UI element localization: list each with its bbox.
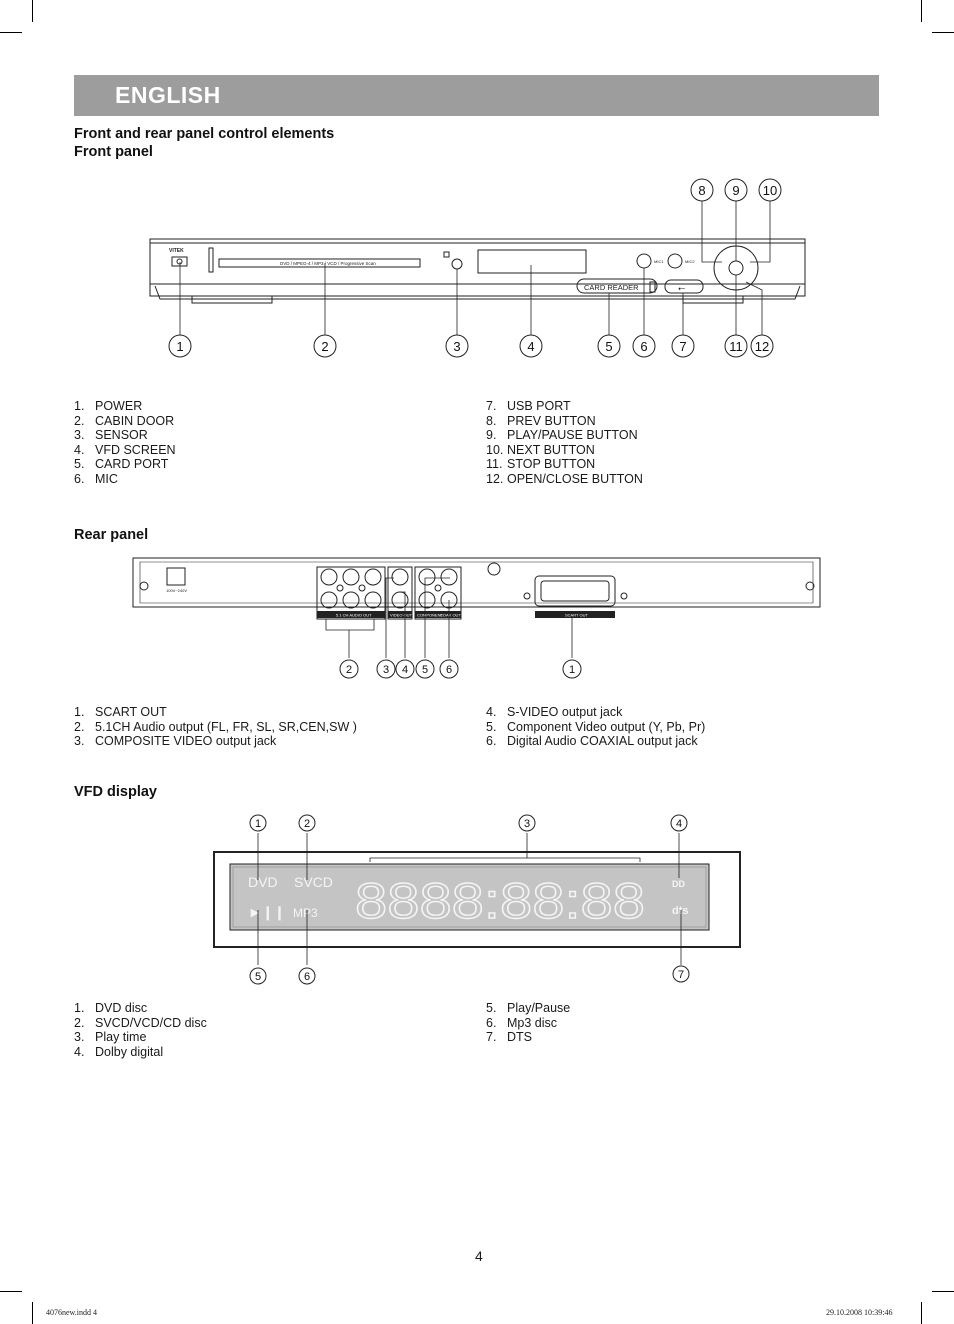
- scart-out-label: SCART OUT: [565, 612, 588, 618]
- list-item: 6. Mp3 disc: [486, 1015, 558, 1030]
- list-item: 8. PREV BUTTON: [486, 413, 596, 428]
- page-number: 4: [475, 1248, 483, 1264]
- svg-text:6: 6: [640, 339, 648, 354]
- rear-panel-list-left: [74, 705, 357, 749]
- svg-text:8: 8: [698, 183, 706, 198]
- vfd-list-left: [74, 1001, 207, 1059]
- brand-logo: VITEK: [169, 248, 184, 254]
- svg-text:9: 9: [732, 183, 740, 198]
- svg-text:6: 6: [303, 971, 311, 983]
- list-item: 7. USB PORT: [486, 399, 571, 413]
- vfd-play-time-digits: 8888:88:88: [355, 873, 645, 929]
- power-label: 100V~240V: [166, 588, 188, 593]
- rear-callout-3: [377, 660, 395, 678]
- vfd-mp3-indicator: MP3: [293, 906, 318, 920]
- svg-text:3: 3: [453, 339, 461, 354]
- svg-text:2: 2: [303, 818, 311, 830]
- front-panel-list-left: [74, 399, 176, 486]
- video-out-label: VIDEO OUT: [390, 612, 413, 618]
- list-item: 1. POWER: [74, 399, 143, 413]
- svg-text:4: 4: [527, 339, 535, 354]
- list-item: 9. PLAY/PAUSE BUTTON: [486, 428, 638, 442]
- svg-text:2: 2: [345, 664, 353, 676]
- vfd-callout-6: [299, 968, 315, 984]
- svg-text:7: 7: [679, 339, 687, 354]
- svg-text:11: 11: [729, 339, 743, 354]
- front-callout-10: [759, 179, 781, 201]
- list-item: 5. Component Video output (Y, Pb, Pr): [486, 719, 706, 734]
- card-reader-label: CARD READER: [584, 283, 639, 292]
- rear-callout-5: [416, 660, 434, 678]
- crop-mark: [0, 32, 22, 33]
- front-panel-diagram: [0, 170, 954, 370]
- list-item: 11. STOP BUTTON: [486, 457, 596, 471]
- crop-mark: [932, 1291, 954, 1292]
- rear-panel-heading: Rear panel: [74, 527, 149, 543]
- svg-text:5: 5: [605, 339, 613, 354]
- svg-text:3: 3: [523, 818, 531, 830]
- vfd-display-diagram: [0, 810, 954, 990]
- list-item: 7. DTS: [486, 1030, 532, 1044]
- vfd-callout-4: [671, 815, 687, 831]
- list-item: 1. DVD disc: [74, 1001, 148, 1015]
- svg-text:12: 12: [754, 339, 770, 354]
- front-callout-7: [672, 335, 694, 357]
- list-item: 4. Dolby digital: [74, 1044, 164, 1059]
- list-item: 10. NEXT BUTTON: [486, 442, 595, 457]
- list-item: 5. Play/Pause: [486, 1001, 571, 1015]
- list-item: 3. SENSOR: [74, 428, 148, 442]
- svg-text:10: 10: [762, 183, 778, 198]
- svg-text:1: 1: [568, 664, 576, 676]
- front-callout-11: [725, 335, 747, 357]
- svg-text:3: 3: [382, 664, 390, 676]
- usb-icon: ⭠: [678, 283, 686, 293]
- crop-mark: [921, 0, 922, 22]
- footer-file-info: 4076new.indd 4: [46, 1308, 98, 1317]
- vfd-callout-7: [673, 966, 689, 982]
- list-item: 1. SCART OUT: [74, 705, 167, 719]
- list-item: 5. CARD PORT: [74, 457, 169, 471]
- crop-mark: [932, 32, 954, 33]
- front-callout-9: [725, 179, 747, 201]
- front-callout-12: [751, 335, 773, 357]
- mic1-label: MIC1: [654, 259, 664, 264]
- rear-callout-4: [396, 660, 414, 678]
- section-title: Front and rear panel control elements: [74, 126, 335, 142]
- front-callout-6: [633, 335, 655, 357]
- crop-mark: [32, 1302, 33, 1324]
- list-item: 4. S-VIDEO output jack: [486, 705, 623, 719]
- coax-out-label: COAX OUT: [440, 612, 461, 618]
- front-callout-5: [598, 335, 620, 357]
- rear-callout-1: [563, 660, 581, 678]
- crop-mark: [32, 0, 33, 22]
- vfd-svcd-indicator: SVCD: [294, 874, 333, 890]
- front-callout-2: [314, 335, 336, 357]
- vfd-display-heading: VFD display: [74, 784, 157, 800]
- list-item: 3. COMPOSITE VIDEO output jack: [74, 734, 277, 748]
- disc-label: DVD / MPEG-4 / MP3 / VCD / Progressive Scan: [280, 261, 376, 266]
- audio-out-label: 5.1 CH AUDIO OUT: [336, 612, 372, 618]
- vfd-callout-1: [250, 815, 266, 831]
- svg-text:7: 7: [677, 969, 685, 981]
- mic2-label: MIC2: [685, 259, 695, 264]
- svg-text:1: 1: [176, 339, 184, 354]
- vfd-callout-5: [250, 968, 266, 984]
- list-item: 2. 5.1CH Audio output (FL, FR, SL, SR,CEN,SW ): [74, 719, 357, 734]
- svg-text:2: 2: [321, 339, 329, 354]
- svg-text:1: 1: [254, 818, 262, 830]
- rear-callout-2: [340, 660, 358, 678]
- rear-callout-6: [440, 660, 458, 678]
- front-callout-8: [691, 179, 713, 201]
- front-callout-3: [446, 335, 468, 357]
- vfd-dts-indicator: dts: [672, 905, 689, 917]
- list-item: 3. Play time: [74, 1030, 147, 1044]
- vfd-list-right: [486, 1001, 570, 1045]
- front-panel-heading: Front panel: [74, 144, 153, 160]
- svg-text:5: 5: [254, 971, 262, 983]
- vfd-playpause-indicator: ►❙❙: [248, 904, 286, 920]
- vfd-callout-3: [519, 815, 535, 831]
- vfd-callout-2: [299, 815, 315, 831]
- front-panel-list-right: [486, 399, 643, 486]
- svg-text:4: 4: [401, 664, 409, 676]
- front-callout-4: [520, 335, 542, 357]
- vfd-dvd-indicator: DVD: [248, 874, 278, 890]
- svg-text:5: 5: [421, 664, 429, 676]
- list-item: 12. OPEN/CLOSE BUTTON: [486, 471, 643, 486]
- svg-text:4: 4: [675, 818, 683, 830]
- rear-panel-diagram: [0, 550, 954, 685]
- list-item: 2. CABIN DOOR: [74, 413, 175, 428]
- front-callout-1: [169, 335, 191, 357]
- crop-mark: [0, 1291, 22, 1292]
- language-title: ENGLISH: [115, 82, 221, 108]
- list-item: 2. SVCD/VCD/CD disc: [74, 1015, 207, 1030]
- component-label: COMPONENT: [417, 612, 443, 618]
- list-item: 4. VFD SCREEN: [74, 442, 176, 457]
- footer-timestamp: 29.10.2008 10:39:46: [826, 1308, 893, 1317]
- crop-mark: [921, 1302, 922, 1324]
- language-header: [74, 75, 879, 116]
- list-item: 6. Digital Audio COAXIAL output jack: [486, 734, 698, 748]
- rear-panel-list-right: [486, 705, 705, 749]
- list-item: 6. MIC: [74, 471, 118, 486]
- vfd-dolby-indicator: DD: [672, 879, 685, 889]
- svg-text:6: 6: [445, 664, 453, 676]
